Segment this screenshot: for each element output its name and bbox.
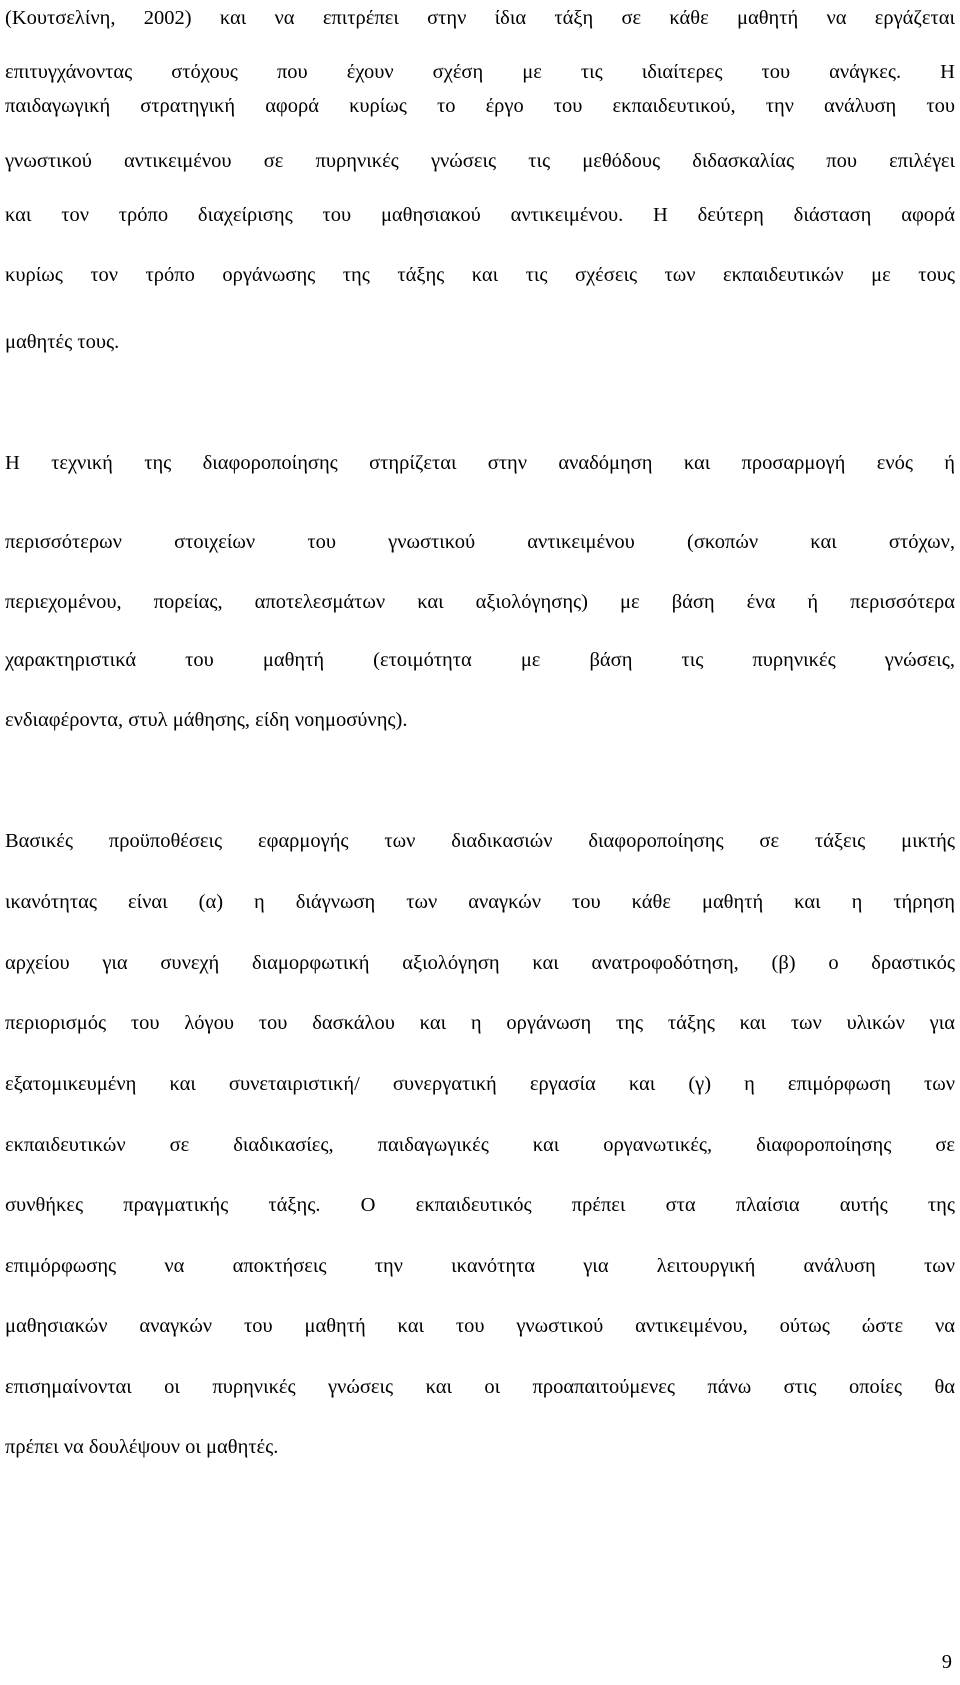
text-line: ικανότητας είναι (α) η διάγνωση των αναγκών του κάθε μαθητή και η τήρηση (5, 891, 955, 913)
text-line: αρχείου για συνεχή διαμορφωτική αξιολόγηση και ανατροφοδότηση, (β) ο δραστικός (5, 952, 955, 974)
text-line: περιεχομένου, πορείας, αποτελεσμάτων και αξιολόγησης) με βάση ένα ή περισσότερα (5, 591, 955, 613)
text-line: εξατομικευμένη και συνεταιριστική/ συνεργατική εργασία και (γ) η επιμόρφωση των (5, 1073, 955, 1095)
text-line: (Κουτσελίνη, 2002) και να επιτρέπει στην ίδια τάξη σε κάθε μαθητή να εργάζεται (5, 7, 955, 29)
text-line: και τον τρόπο διαχείρισης του μαθησιακού αντικειμένου. Η δεύτερη διάσταση αφορά (5, 204, 955, 226)
text-line: μαθησιακών αναγκών του μαθητή και του γνωστικού αντικειμένου, ούτως ώστε να (5, 1315, 955, 1337)
page-number: 9 (941, 1651, 952, 1673)
text-line: περιορισμός του λόγου του δασκάλου και η οργάνωση της τάξης και των υλικών για (5, 1012, 955, 1034)
text-line: ενδιαφέροντα, στυλ μάθησης, είδη νοημοσύνης). (5, 709, 408, 731)
text-line: γνωστικού αντικειμένου σε πυρηνικές γνώσεις τις μεθόδους διδασκαλίας που επιλέγει (5, 150, 955, 172)
text-line: Η τεχνική της διαφοροποίησης στηρίζεται στην αναδόμηση και προσαρμογή ενός ή (5, 452, 955, 474)
text-line: χαρακτηριστικά του μαθητή (ετοιμότητα με βάση τις πυρηνικές γνώσεις, (5, 649, 955, 671)
text-line: μαθητές τους. (5, 331, 120, 353)
text-line: επιτυγχάνοντας στόχους που έχουν σχέση με τις ιδιαίτερες του ανάγκες. Η (5, 61, 955, 83)
text-line: κυρίως τον τρόπο οργάνωσης της τάξης και τις σχέσεις των εκπαιδευτικών με τους (5, 264, 955, 286)
text-line: συνθήκες πραγματικής τάξης. Ο εκπαιδευτικός πρέπει στα πλαίσια αυτής της (5, 1194, 955, 1216)
text-line: παιδαγωγική στρατηγική αφορά κυρίως το έργο του εκπαιδευτικού, την ανάλυση του (5, 95, 955, 117)
text-line: επιμόρφωσης να αποκτήσεις την ικανότητα για λειτουργική ανάλυση των (5, 1255, 955, 1277)
text-line: περισσότερων στοιχείων του γνωστικού αντικειμένου (σκοπών και στόχων, (5, 531, 955, 553)
text-line: εκπαιδευτικών σε διαδικασίες, παιδαγωγικές και οργανωτικές, διαφοροποίησης σε (5, 1134, 955, 1156)
text-line: πρέπει να δουλέψουν οι μαθητές. (5, 1436, 279, 1458)
text-line: Βασικές προϋποθέσεις εφαρμογής των διαδικασιών διαφοροποίησης σε τάξεις μικτής (5, 830, 955, 852)
text-line: επισημαίνονται οι πυρηνικές γνώσεις και οι προαπαιτούμενες πάνω στις οποίες θα (5, 1376, 955, 1398)
